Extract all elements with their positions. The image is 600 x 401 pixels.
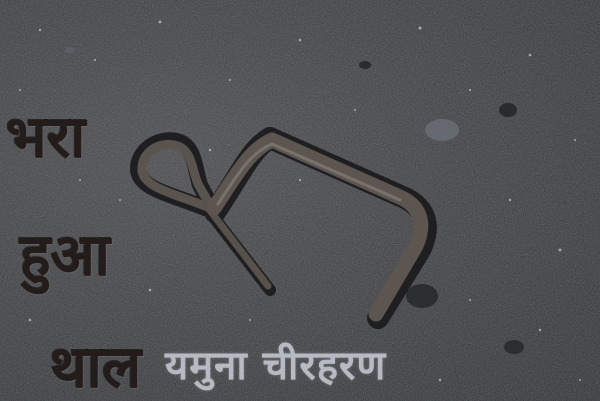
carved-word-3: थाल <box>50 333 142 401</box>
faint-engraving: ~ <box>326 222 355 262</box>
carved-word-2: हुआ <box>20 221 111 289</box>
caption-text: यमुना चीरहरण <box>165 343 387 389</box>
carved-word-1: भरा <box>6 103 86 171</box>
